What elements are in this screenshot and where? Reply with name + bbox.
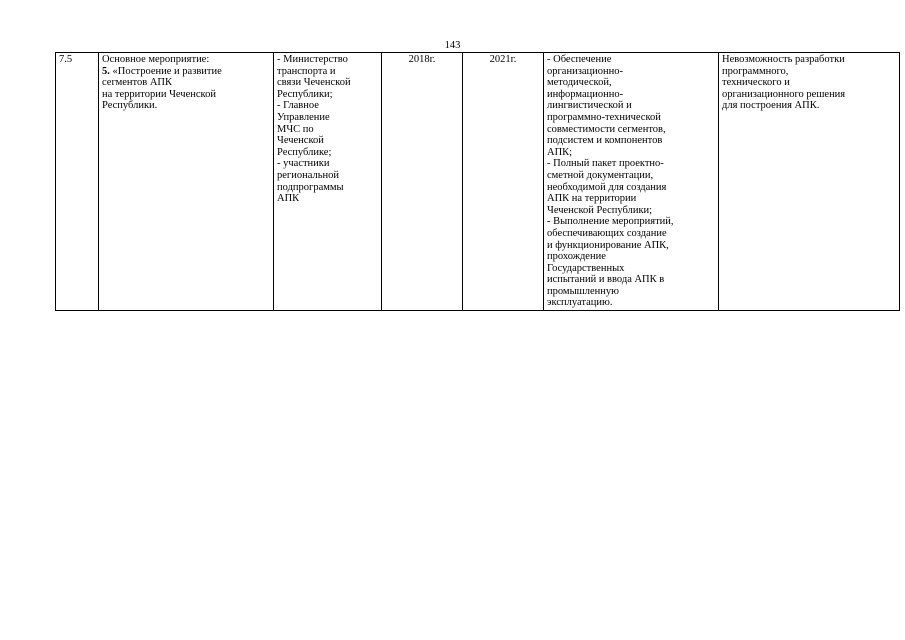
activity-line: на территории Чеченской <box>102 88 216 100</box>
result-line: прохождение <box>547 251 606 263</box>
result-line: - Выполнение мероприятий, <box>547 216 674 228</box>
activity-line: сегментов АПК <box>102 77 172 89</box>
result-line: подсистем и компонентов <box>547 135 663 147</box>
result-line: организационно- <box>547 65 623 77</box>
executor-line: - Главное <box>277 100 319 112</box>
activity-line: Основное мероприятие: <box>102 54 210 65</box>
result-line: необходимой для создания <box>547 181 667 193</box>
result-line: информационно- <box>547 88 624 100</box>
result-line: - Обеспечение <box>547 54 612 65</box>
page-number: 143 <box>444 40 461 51</box>
expected-result-cell <box>544 53 719 311</box>
result-line: - Полный пакет проектно- <box>547 158 664 170</box>
executor-line: Республики; <box>277 88 333 100</box>
result-line: лингвистической и <box>547 100 632 112</box>
executor-line: Чеченской <box>277 135 324 147</box>
risk-line: организационного решения <box>722 88 846 100</box>
result-line: промышленную <box>547 285 619 297</box>
result-line: эксплуатацию. <box>547 297 613 309</box>
result-line: программно-технической <box>547 111 661 123</box>
executor-line: региональной <box>277 169 339 181</box>
result-line: методической, <box>547 77 612 89</box>
result-line: обеспечивающих создание <box>547 227 667 239</box>
activity-line: 5. «Построение и развитие <box>102 65 222 77</box>
row-number: 7.5 <box>56 53 99 311</box>
executor-line: Управление <box>277 111 330 123</box>
result-line: АПК на территории <box>547 193 637 205</box>
executor-line: Республике; <box>277 146 332 158</box>
executor-line: - Министерство <box>277 54 348 65</box>
table-row <box>56 53 900 311</box>
activity-name-cell <box>99 53 274 311</box>
result-line: совместимости сегментов, <box>547 123 666 135</box>
result-line: Государственных <box>547 262 625 274</box>
executor-line: связи Чеченской <box>277 77 351 89</box>
executor-line: АПК <box>277 193 300 205</box>
risk-line: программного, <box>722 65 789 77</box>
end-year: 2021г. <box>463 53 544 311</box>
result-line: испытаний и ввода АПК в <box>547 274 665 286</box>
start-year: 2018г. <box>382 53 463 311</box>
result-line: и функционирование АПК, <box>547 239 669 251</box>
result-line: АПК; <box>547 146 573 158</box>
risk-line: технического и <box>722 77 790 89</box>
executor-line: - участники <box>277 158 330 170</box>
risk-line: для построения АПК. <box>722 100 820 112</box>
executors-cell <box>274 53 382 311</box>
executor-line: МЧС по <box>277 123 314 135</box>
executor-line: транспорта и <box>277 65 336 77</box>
program-activities-table <box>55 52 900 311</box>
executor-line: подпрограммы <box>277 181 344 193</box>
risk-line: Невозможность разработки <box>722 54 845 65</box>
result-line: Чеченской Республики; <box>547 204 653 216</box>
risk-consequences-cell <box>719 53 900 311</box>
activity-line: Республики. <box>102 100 158 112</box>
result-line: сметной документации, <box>547 169 654 181</box>
activity-number: 5. <box>102 65 110 77</box>
